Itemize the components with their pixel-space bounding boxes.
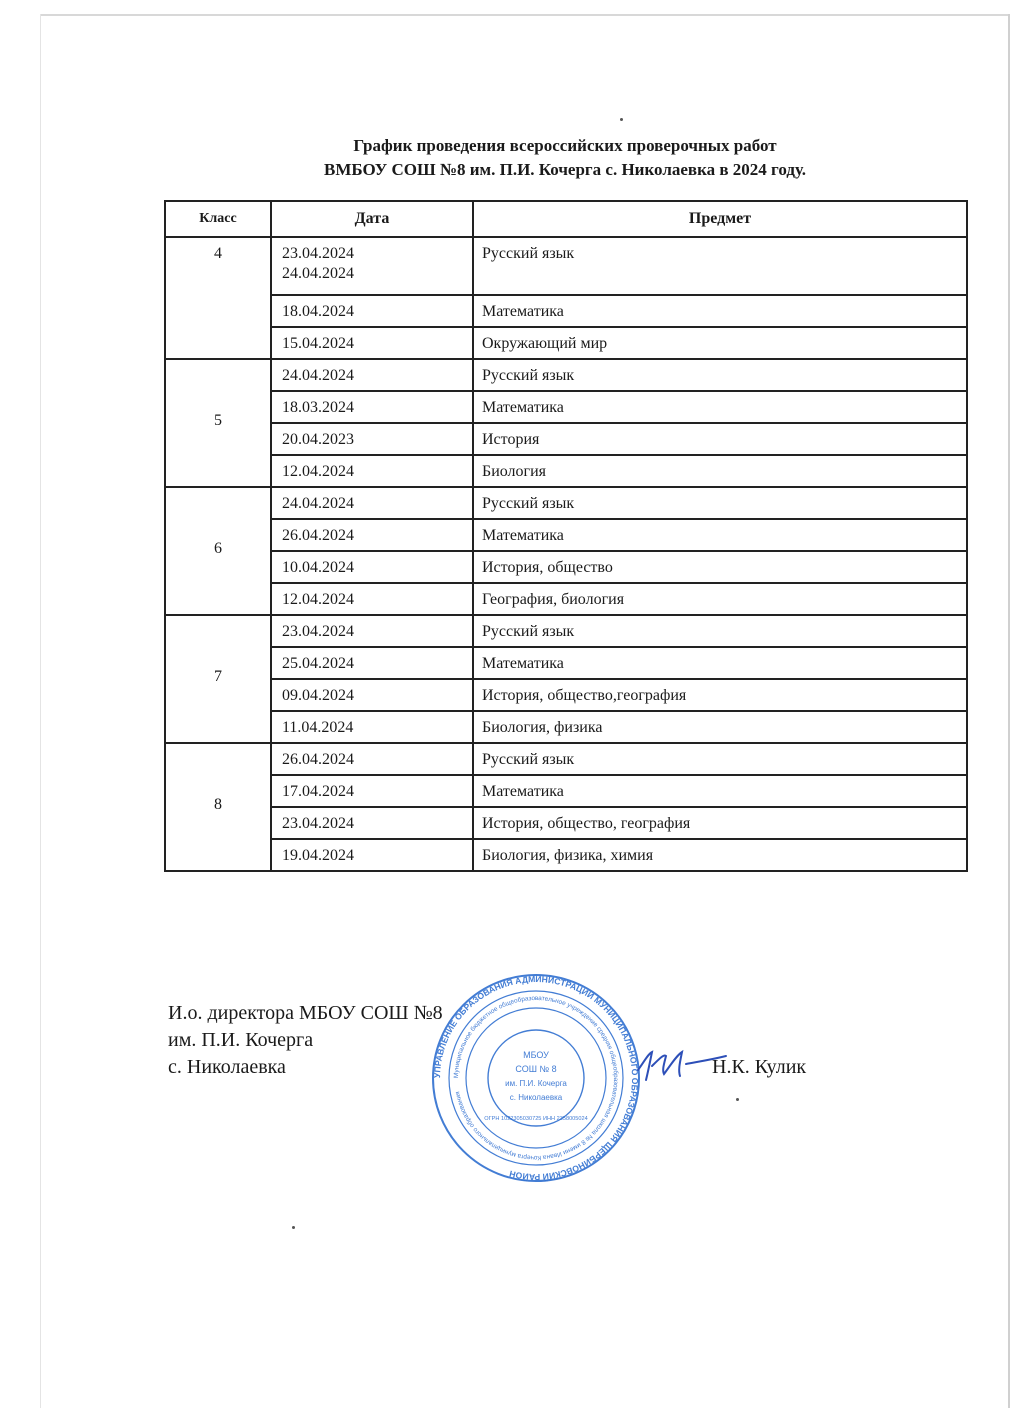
date-value: 24.04.2024: [282, 495, 354, 512]
table-row: [165, 551, 967, 583]
date-cell: [271, 359, 473, 391]
date-value: 11.04.2024: [282, 719, 354, 736]
date-cell: [271, 679, 473, 711]
seal-center-2: СОШ № 8: [515, 1064, 557, 1074]
date-cell: [271, 839, 473, 871]
date-cell: [271, 327, 473, 359]
scan-speck: [292, 1226, 295, 1229]
title-line-1: График проведения всероссийских проверочных работ: [353, 136, 777, 155]
subject-cell: Математика: [473, 647, 967, 679]
signer-village: с. Николаевка: [168, 1056, 286, 1078]
table-header-row: [165, 201, 967, 237]
date-value: 12.04.2024: [282, 463, 354, 480]
scan-edge: [40, 14, 1010, 16]
subject-cell: История, общество,география: [473, 679, 967, 711]
seal-center-3: им. П.И. Кочерга: [505, 1079, 567, 1088]
date-value: 26.04.2024: [282, 527, 354, 544]
table-row: [165, 615, 967, 647]
subject-cell: Русский язык: [473, 359, 967, 391]
scan-edge: [40, 14, 41, 1408]
subject-cell: Русский язык: [473, 487, 967, 519]
subject-cell: Математика: [473, 295, 967, 327]
date-cell: [271, 237, 473, 295]
date-value: 23.04.2024: [282, 623, 354, 640]
class-cell: 5: [165, 359, 271, 487]
date-cell: [271, 295, 473, 327]
table-row: [165, 237, 967, 295]
table-row: [165, 359, 967, 391]
signer-name: Н.К. Кулик: [712, 1056, 807, 1078]
date-cell: [271, 487, 473, 519]
subject-cell: Биология: [473, 455, 967, 487]
seal-center-1: МБОУ: [523, 1050, 549, 1060]
table-row: [165, 487, 967, 519]
signer-position: И.о. директора МБОУ СОШ №8: [168, 1002, 443, 1024]
signature-block: [168, 1000, 443, 1081]
date-cell: [271, 519, 473, 551]
subject-cell: Окружающий мир: [473, 327, 967, 359]
seal-inner-text: Муниципальное бюджетное общеобразовательное учреждение средняя общеобразовательная школа № 8 имени Ивана Кочерга муниципального образования: [452, 994, 620, 1162]
date-cell: [271, 775, 473, 807]
subject-cell: Математика: [473, 519, 967, 551]
date-value: 18.03.2024: [282, 399, 354, 416]
date-value: 24.04.2024: [282, 367, 354, 384]
subject-cell: История, общество, география: [473, 807, 967, 839]
document-title: [164, 134, 966, 182]
subject-cell: История: [473, 423, 967, 455]
subject-cell: Русский язык: [473, 615, 967, 647]
class-cell: 8: [165, 743, 271, 871]
date-cell: [271, 711, 473, 743]
scan-speck: [620, 118, 623, 121]
table-row: [165, 391, 967, 423]
date-value: 25.04.2024: [282, 655, 354, 672]
date-value: 20.04.2023: [282, 431, 354, 448]
seal-outer-text: УПРАВЛЕНИЕ ОБРАЗОВАНИЯ АДМИНИСТРАЦИИ МУНИЦИПАЛЬНОГО ОБРАЗОВАНИЯ ЩЕРБИНОВСКИЙ РАЙОН: [431, 973, 641, 1183]
date-value: 18.04.2024: [282, 303, 354, 320]
table-row: [165, 711, 967, 743]
date-value: 26.04.2024: [282, 751, 354, 768]
table-row: [165, 295, 967, 327]
class-cell: 4: [165, 237, 271, 359]
class-cell: 6: [165, 487, 271, 615]
subject-cell: Русский язык: [473, 237, 967, 295]
table-row: [165, 423, 967, 455]
table-row: [165, 327, 967, 359]
date-value: 24.04.2024: [282, 265, 354, 282]
table-row: [165, 743, 967, 775]
class-cell: 7: [165, 615, 271, 743]
subject-cell: Математика: [473, 391, 967, 423]
subject-cell: География, биология: [473, 583, 967, 615]
date-cell: [271, 583, 473, 615]
date-value: 10.04.2024: [282, 559, 354, 576]
seal-center-4: с. Николаевка: [509, 1093, 563, 1102]
seal-ids: ОГРН 1022305030725 ИНН 2358005024: [484, 1116, 588, 1122]
date-value: 23.04.2024: [282, 245, 354, 262]
table-row: [165, 583, 967, 615]
subject-cell: Русский язык: [473, 743, 967, 775]
signer-school: им. П.И. Кочерга: [168, 1029, 314, 1051]
date-cell: [271, 647, 473, 679]
date-value: 15.04.2024: [282, 335, 354, 352]
table-row: [165, 647, 967, 679]
subject-cell: История, общество: [473, 551, 967, 583]
scan-speck: [736, 1098, 739, 1101]
table-row: [165, 775, 967, 807]
date-value: 19.04.2024: [282, 847, 354, 864]
date-cell: [271, 391, 473, 423]
school-seal: [430, 972, 642, 1184]
schedule-body: [165, 237, 967, 871]
date-cell: [271, 455, 473, 487]
date-cell: [271, 743, 473, 775]
table-row: [165, 679, 967, 711]
scan-edge: [1008, 14, 1010, 1408]
header-subject: Предмет: [473, 201, 967, 237]
date-cell: [271, 807, 473, 839]
subject-cell: Математика: [473, 775, 967, 807]
header-class: Класс: [165, 201, 271, 237]
date-value: 17.04.2024: [282, 783, 354, 800]
subject-cell: Биология, физика: [473, 711, 967, 743]
table-row: [165, 807, 967, 839]
table-row: [165, 519, 967, 551]
date-cell: [271, 551, 473, 583]
date-cell: [271, 423, 473, 455]
title-line-2: ВМБОУ СОШ №8 им. П.И. Кочерга с. Николаевка в 2024 году.: [323, 160, 807, 179]
date-value: 23.04.2024: [282, 815, 354, 832]
schedule-table: [164, 200, 968, 872]
table-row: [165, 839, 967, 871]
date-value: 09.04.2024: [282, 687, 354, 704]
header-date: Дата: [271, 201, 473, 237]
subject-cell: Биология, физика, химия: [473, 839, 967, 871]
table-row: [165, 455, 967, 487]
date-cell: [271, 615, 473, 647]
date-value: 12.04.2024: [282, 591, 354, 608]
